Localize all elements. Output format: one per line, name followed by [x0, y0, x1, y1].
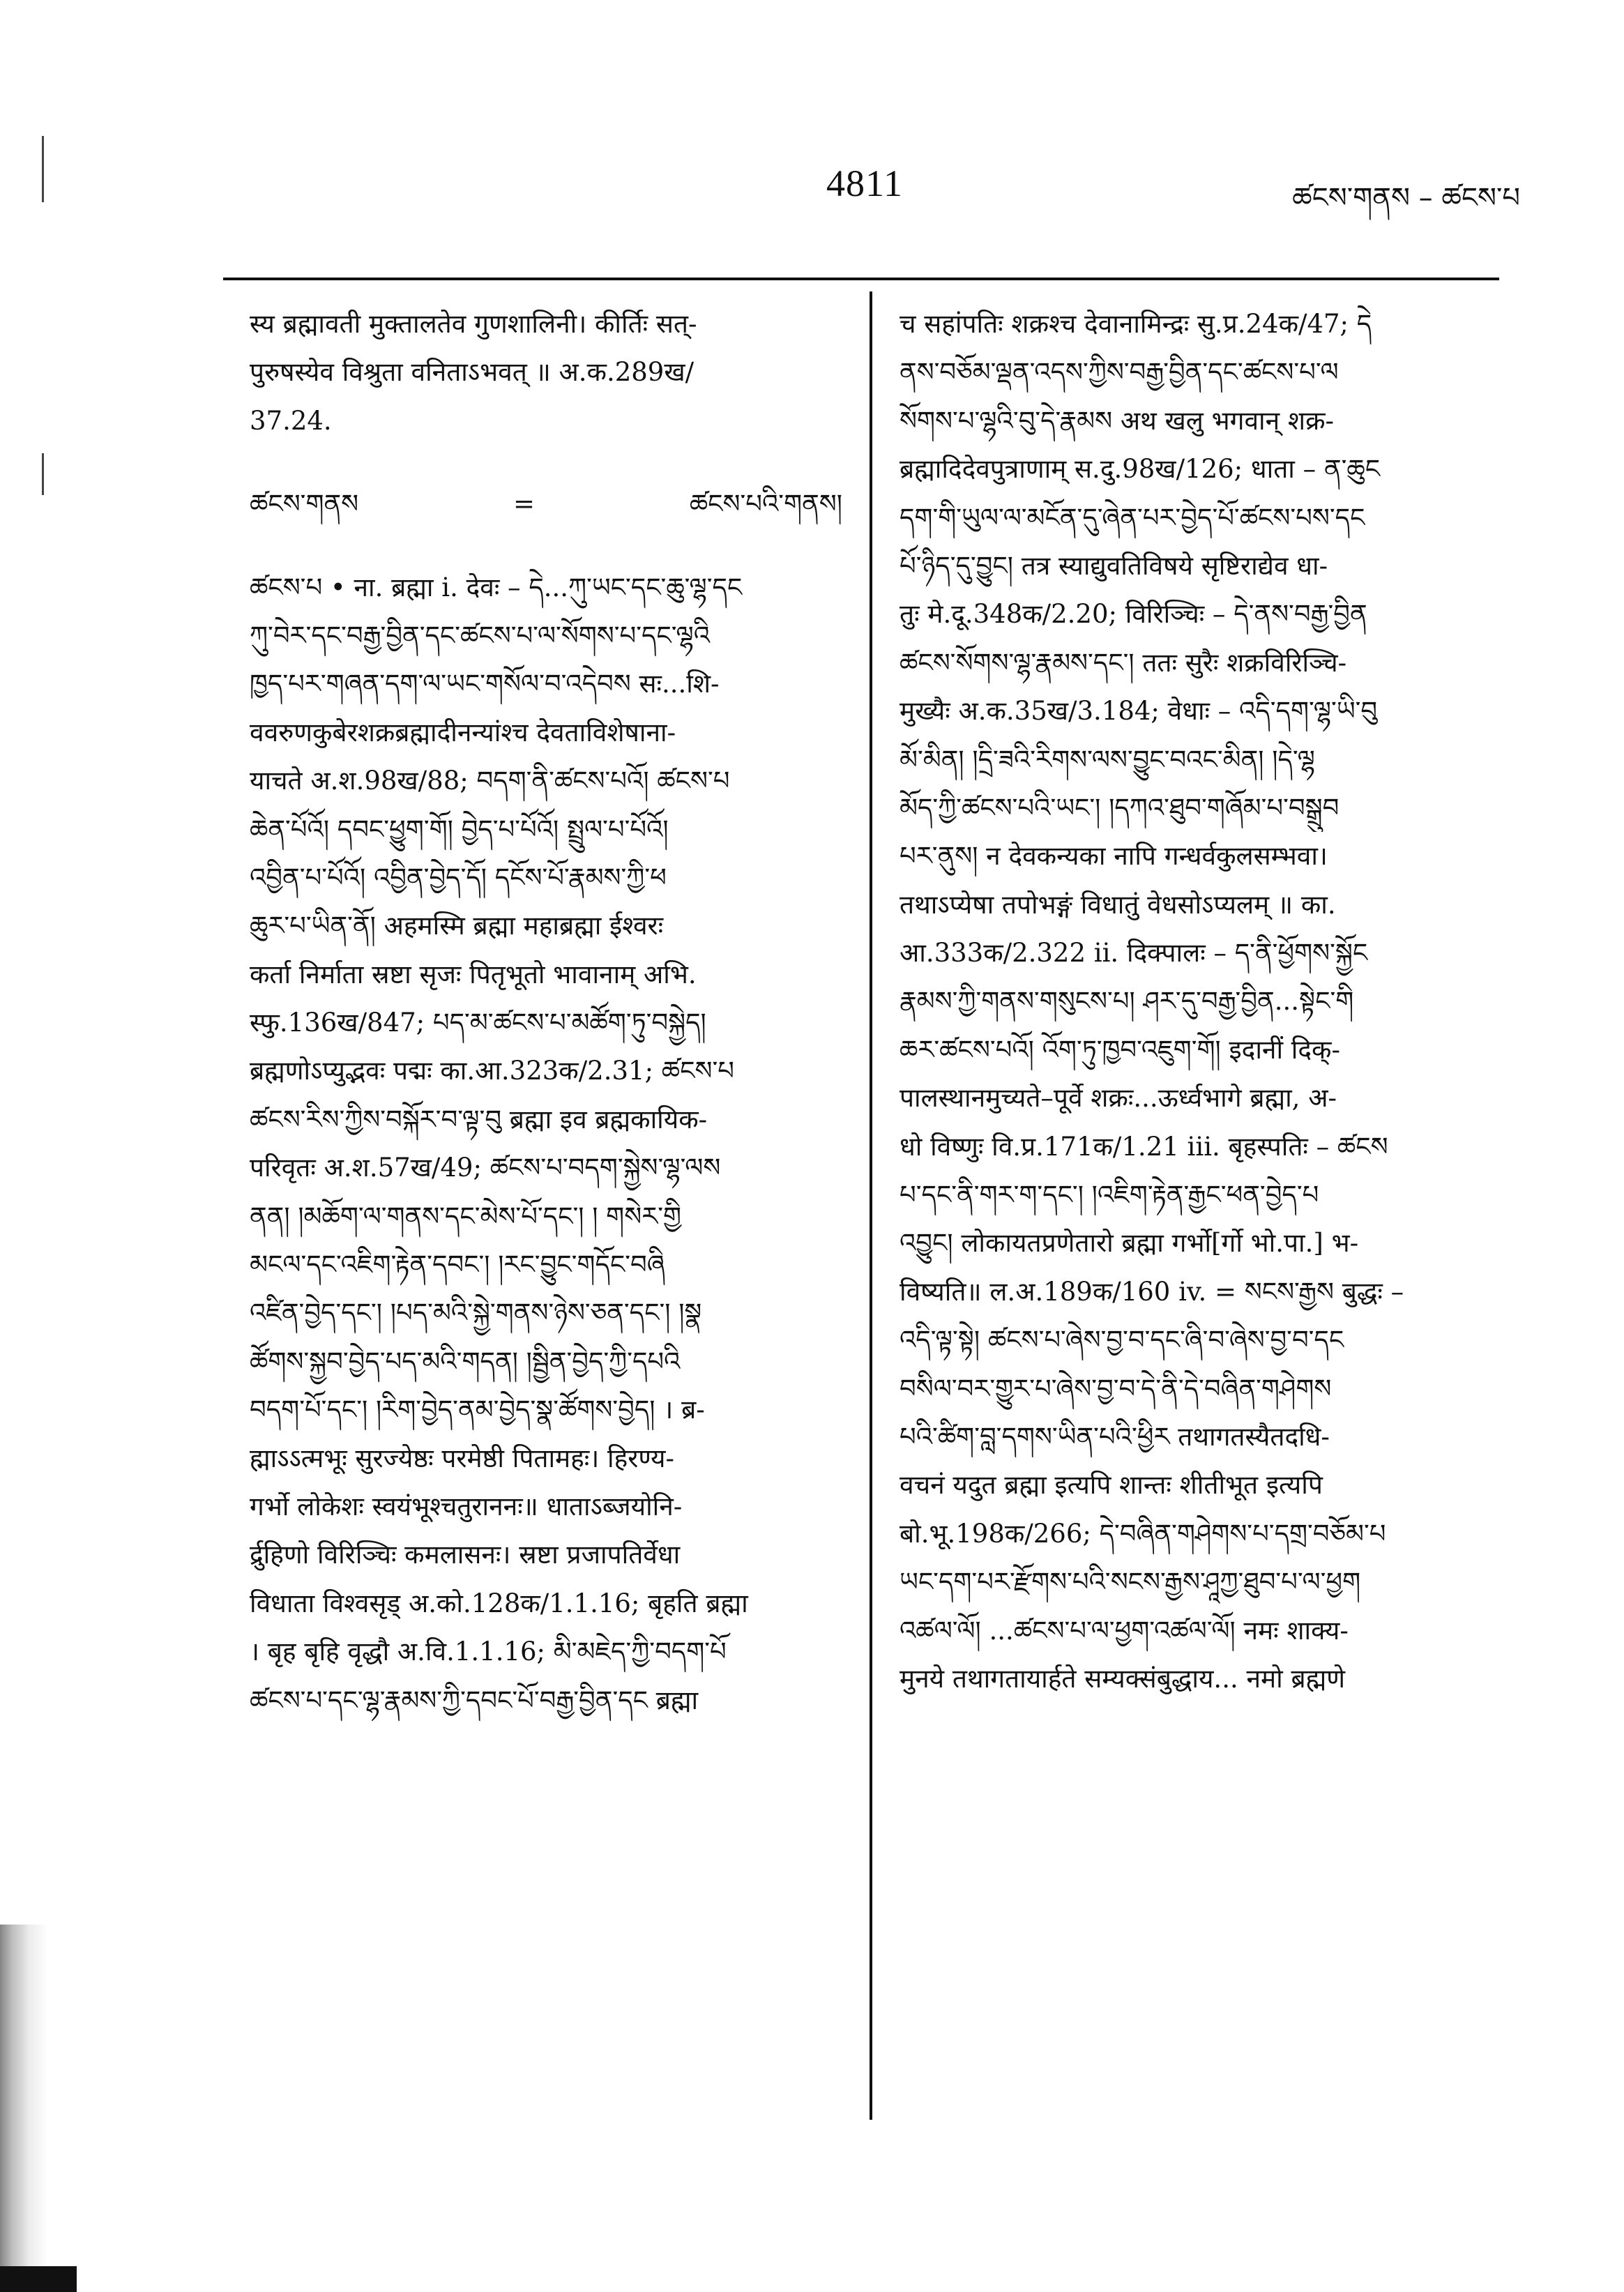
text-line: तथाऽप्येषा तपोभङ्गं विधातुं वेधसोऽप्यलम् ॥ का. [900, 889, 1336, 920]
spacer [250, 529, 842, 563]
text-line: པ་དང་ནི་གར་ག་དང་། །འཇིག་རྟེན་རྒྱང་ཕན་བྱེད་པ [900, 1180, 1319, 1210]
text-line: མངལ་དང་འཇིག་རྟེན་དབང་། །རང་བྱུང་གདོང་བཞི [250, 1250, 665, 1280]
text-line: པོ་ཉིད་དུ་བྱུང། तत्र स्याद्युवतिविषये सृष्टिराद्येव धा- [900, 550, 1328, 581]
running-header: ཚངས་གནས – ཚངས་པ [1292, 182, 1520, 214]
text-line: स्य ब्रह्मावती मुक्तालतेव गुणशालिनी। कीर्तिः सत्- [250, 309, 697, 339]
spacer [250, 445, 842, 480]
text-line: गर्भो लोकेशः स्वयंभूश्चतुराननः॥ धाताऽब्जयोनि- [250, 1491, 683, 1521]
text-line: ནན། །མཆོག་ལ་གནས་དང་མེས་པོ་དང་། ། གསེར་གྱི [250, 1201, 682, 1231]
text-line: धो विष्णुः वि.प्र.171क/1.21 iii. बृहस्पतिः – ཚངས [900, 1131, 1388, 1162]
text-line: 37.24. [250, 405, 332, 436]
text-line: ནས་བཅོམ་ལྡན་འདས་ཀྱིས་བརྒྱ་བྱིན་དང་ཚངས་པ་ལ [900, 357, 1339, 388]
text-line: ཡང་དག་པར་རྫོགས་པའི་སངས་རྒྱས་ཤཱཀྱ་ཐུབ་པ་ལ་ཕྱག [900, 1567, 1361, 1597]
text-line: मुनये तथागतायार्हते सम्यक्संबुद्धाय... नमो ब्रह्मणे [900, 1663, 1345, 1694]
text-line: མོད་ཀྱི་ཚངས་པའི་ཡང་། །དཀའ་ཐུབ་གཞོམ་པ་བསྒྲུབ [900, 792, 1340, 823]
text-line: ཚངས་པ་དང་ལྷ་རྣམས་ཀྱི་དབང་པོ་བརྒྱ་བྱིན་དང ब्रह्मा [250, 1685, 699, 1715]
text-line: पालस्थानमुच्यते–पूर्वे शक्रः...ऊर्ध्वभागे ब्रह्मा, अ- [900, 1083, 1337, 1114]
text-line: འཛིན་བྱེད་དང་། །པད་མའི་སྐྱེ་གནས་ཉེས་ཅན་དང་། །སྣ [250, 1298, 702, 1328]
text-line: कर्ता निर्माता स्रष्टा सृजः पितृभूतो भावानाम् अभि. [250, 959, 697, 989]
text-line: च सहांपतिः शक्रश्च देवानामिन्द्रः सु.प्र.24क/47; དེ [900, 309, 1372, 339]
text-line: མོ་མིན། །དྲི་ཟའི་རིགས་ལས་བྱུང་བའང་མིན། །དེ་ལྷ [900, 744, 1315, 775]
text-line: འབྱིན་པ་པོའོ། འབྱིན་བྱེད་དོ། དངོས་པོ་རྣམས་ཀྱི་ཕ [250, 862, 667, 893]
xref-equals: = [513, 489, 535, 519]
text-line: སོགས་པ་ལྷའི་བུ་དེ་རྣམས अथ खलु भगवान् शक्र- [900, 405, 1334, 436]
text-line: मुख्यैः अ.क.35ख/3.184; वेधाः – འདི་དག་ལྷ་ཡི་བུ [900, 696, 1378, 727]
text-line: ཆུར་པ་ཡིན་ནོ། अहमस्मि ब्रह्मा महाब्रह्मा ईश्वरः [250, 911, 664, 941]
text-line: ववरुणकुबेरशक्रब्रह्मादीनन्यांश्च देवताविशेषाना- [250, 717, 676, 747]
text-line: याचते अ.श.98ख/88; བདག་ནི་ཚངས་པའོ། ཚངས་པ [250, 766, 730, 796]
text-line: र्द्रुहिणो विरिञ्चिः कमलासनः। स्रष्टा प्रजापतिर्वेधा [250, 1540, 681, 1570]
text-line: विधाता विश्वसृड् अ.को.128क/1.1.16; बृहति ब्रह्मा [250, 1588, 748, 1618]
column-divider [870, 291, 872, 2120]
cross-reference-entry [250, 480, 842, 528]
text-line: ब्रह्मणोऽप्युद्भवः पद्मः का.आ.323क/2.31; ཚངས་པ [250, 1056, 734, 1086]
text-line: वचनं यदुत ब्रह्मा इत्यपि शान्तः शीतीभूत इत्यपि [900, 1470, 1323, 1501]
text-line: པར་ནུས། न देवकन्यका नापि गन्धर्वकुलसम्भवा। [900, 841, 1328, 872]
text-line: ཚངས་རིས་ཀྱིས་བསྐོར་བ་ལྟ་བུ ब्रह्मा इव ब्रह्मकायिक- [250, 1104, 708, 1134]
text-line: ཚོགས་སྐྱབ་བྱེད་པད་མའི་གདན། །སྦྱིན་བྱེད་ཀྱི་དཔའི [250, 1346, 681, 1376]
text-line: स्फु.136ख/847; པད་མ་ཚངས་པ་མཚོག་ཏུ་བསྐྱེད། [250, 1008, 706, 1038]
binding-shadow [0, 1925, 49, 2292]
text-line: ཁྱད་པར་གཞན་དག་ལ་ཡང་གསོལ་བ་འདེབས सः...शि- [250, 669, 720, 699]
text-line: पुरुषस्येव विश्रुता वनिताऽभवत् ॥ अ.क.289ख/ [250, 357, 695, 388]
text-line: विष्यति॥ ल.अ.189क/160 iv. = སངས་རྒྱས बुद्धः – [900, 1276, 1404, 1307]
header-rule [223, 278, 1499, 280]
text-line: तुः मे.दू.348क/2.20; विरिञ्चिः – དེ་ནས་བརྒྱ་བྱིན [900, 599, 1367, 630]
text-line: बो.भू.198क/266; དེ་བཞིན་གཤེགས་པ་དགྲ་བཅོམ་པ [900, 1518, 1386, 1549]
text-line: आ.333क/2.322 ii. दिक्पालः – ད་ནི་ཕྱོགས་སྐྱོང [900, 938, 1368, 969]
margin-mark [42, 136, 44, 202]
text-line: ཆེན་པོའོ། དབང་ཕྱུག་གོ། བྱེད་པ་པོའོ། སྤྲུལ་པ་པོའོ། [250, 814, 669, 844]
text-line: པའི་ཚིག་བླ་དགས་ཡིན་པའི་ཕྱིར तथागतस्यैतदधि- [900, 1421, 1330, 1452]
xref-target: ཚངས་པའི་གནས། [689, 489, 842, 519]
text-line: འཚལ་ལོ། ...ཚངས་པ་ལ་ཕྱག་འཚལ་ལོ། नमः शाक्य- [900, 1615, 1349, 1646]
page-number: 4811 [826, 162, 903, 204]
xref-term: ཚངས་གནས [250, 489, 359, 519]
text-line: འདི་ལྟ་སྟེ། ཚངས་པ་ཞེས་བྱ་བ་དང་ཞི་བ་ཞེས་བྱ་བ་དང [900, 1325, 1344, 1356]
left-column [250, 300, 842, 1724]
text-line: བསིལ་བར་གྱུར་པ་ཞེས་བྱ་བ་དེ་ནི་དེ་བཞིན་གཤེགས [900, 1373, 1332, 1404]
right-column [900, 300, 1496, 1703]
text-line: ཚངས་པ • ना. ब्रह्मा i. देवः – དེ...ཀུ་ཡང་དང་ཆུ་ལྷ་དང [250, 572, 743, 602]
margin-mark [42, 453, 44, 495]
text-line: རྣམས་ཀྱི་གནས་གསུངས་པ། ཤར་དུ་བརྒྱ་བྱིན...སྟེང་གི [900, 986, 1354, 1017]
text-line: དག་གི་ཡུལ་ལ་མངོན་དུ་ཞེན་པར་བྱེད་པོ་ཚངས་པས་དང [900, 502, 1365, 533]
text-line: བདག་པོ་དང་། །རིག་བྱེད་ནམ་བྱེད་སྣ་ཚོགས་བྱེད། । ब्र- [250, 1395, 705, 1425]
text-line: परिवृतः अ.श.57ख/49; ཚངས་པ་བདག་སྐྱེས་ལྷ་ལས [250, 1153, 721, 1183]
text-line: ह्माऽऽत्मभूः सुरज्येष्ठः परमेष्ठी पितामहः। हिरण्य- [250, 1443, 674, 1473]
text-line: འབྱུང། लोकायतप्रणेतारो ब्रह्मा गर्भो[र्गो भो.पा.] भ- [900, 1228, 1359, 1259]
text-line: ब्रह्मादिदेवपुत्राणाम् स.दु.98ख/126; धाता – ན་ཆུང [900, 454, 1381, 485]
text-line: ཚངས་སོགས་ལྷ་རྣམས་དང་། ततः सुरैः शक्रविरिञ्चि- [900, 647, 1347, 678]
text-line: ཀུ་བེར་དང་བརྒྱ་བྱིན་དང་ཚངས་པ་ལ་སོགས་པ་དང་ལྷའི [250, 620, 711, 651]
text-line: ཆར་ཚངས་པའོ། འོག་ཏུ་ཁྱབ་འཇུག་གོ། इदानीं दिक्- [900, 1034, 1340, 1065]
text-line: । बृह बृहि वृद्धौ अ.वि.1.1.16; མི་མཇེད་ཀྱི་བདག་པོ [250, 1637, 727, 1667]
binding-edge [0, 2266, 77, 2292]
